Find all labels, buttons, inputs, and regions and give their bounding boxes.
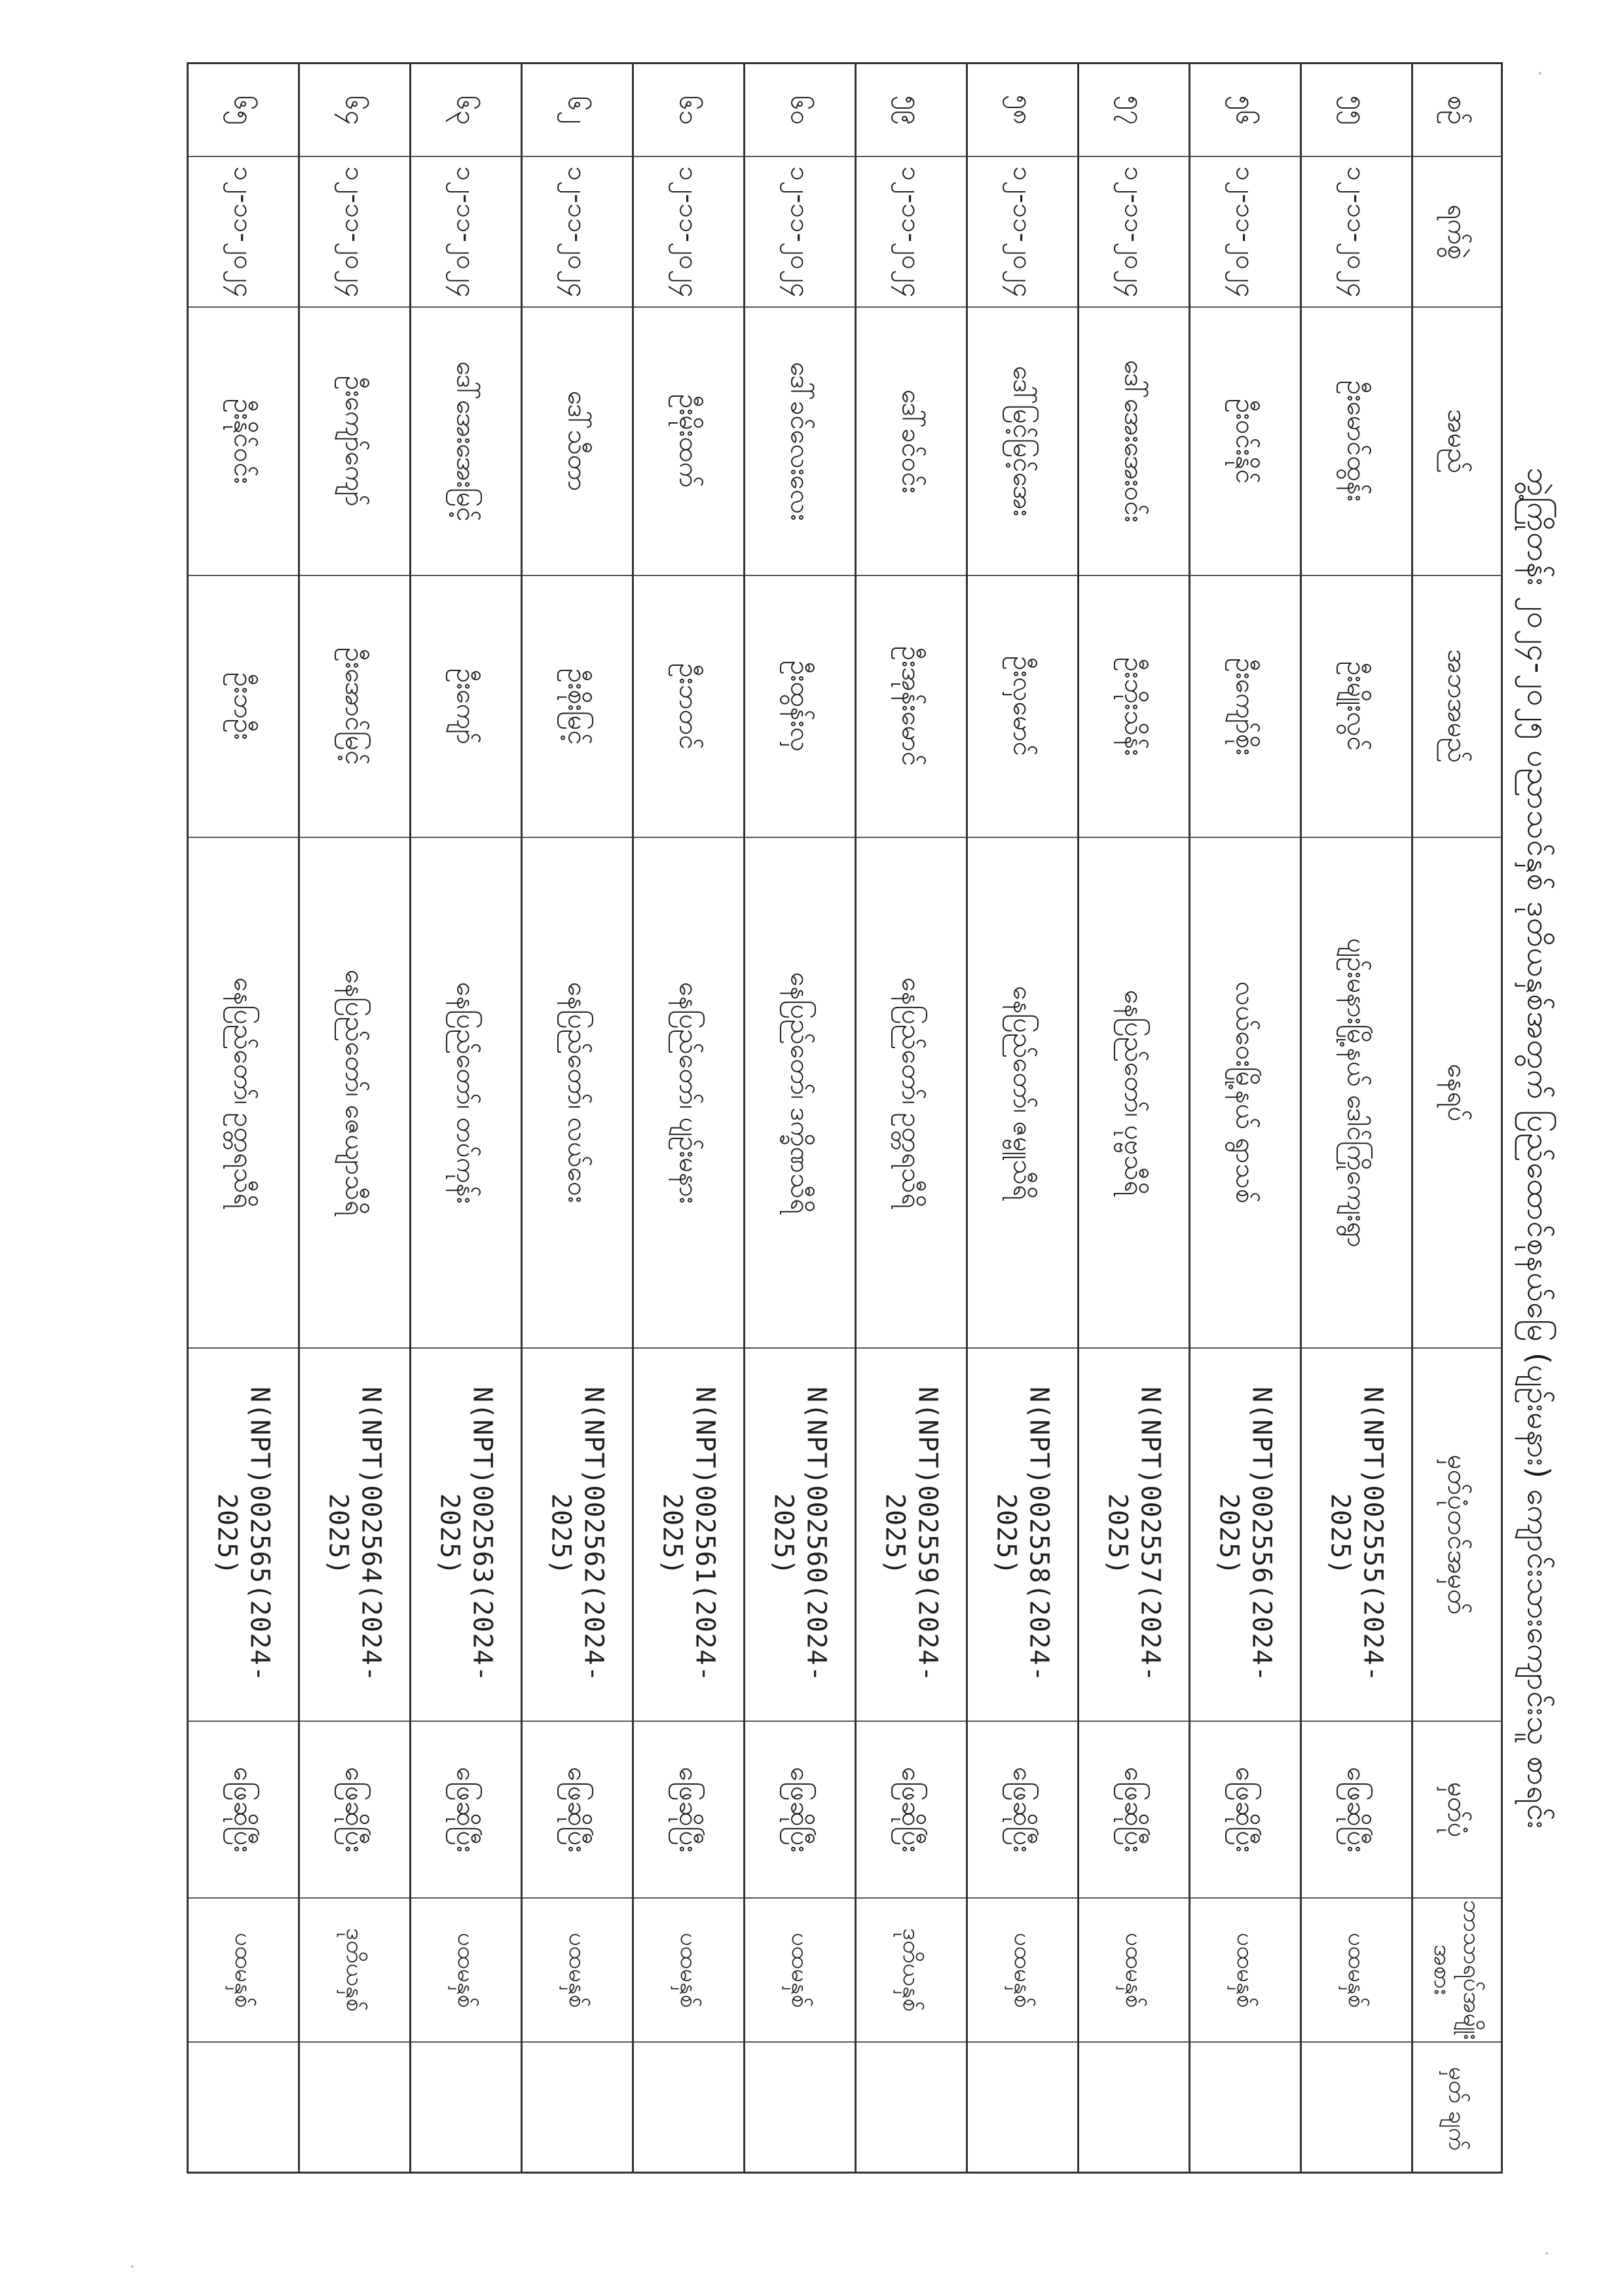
cell-father-text: ဦးဘိုးသိန်း	[1118, 657, 1149, 756]
cell-address	[300, 837, 409, 1347]
cell-father-text: ဦးအုန်းမောင်	[896, 646, 927, 767]
cell-father-text: ဦးမျိုးလွင်	[1341, 661, 1372, 752]
table-row	[298, 62, 411, 2174]
cell-regno	[968, 1347, 1077, 1721]
cell-name-text: ဒေါ်ခင်ဝင်း	[896, 389, 927, 494]
cell-father	[411, 575, 521, 837]
table-row	[1077, 62, 1190, 2174]
cell-address	[189, 837, 298, 1347]
table-row	[187, 62, 300, 2174]
table-row	[743, 62, 857, 2174]
cell-nrc	[1302, 1721, 1411, 1897]
cell-name	[1302, 306, 1411, 575]
cell-regno-text: N(NPT)002558(2024-2025)	[991, 1387, 1054, 1683]
cell-father	[1190, 575, 1300, 837]
cell-name-text: ဒေါ်ခင်လေးလေး	[784, 361, 815, 521]
cell-date	[745, 156, 855, 306]
cell-nrc	[300, 1721, 409, 1897]
cell-regno-text: N(NPT)002560(2024-2025)	[768, 1387, 832, 1683]
cell-nrc-text: ဖြေဆိုပြီး	[673, 1766, 704, 1853]
cell-nrc-text: ဖြေဆိုပြီး	[228, 1766, 259, 1853]
cell-regno	[1190, 1347, 1300, 1721]
cell-no-text: ၅၉	[896, 95, 927, 125]
cell-name	[300, 306, 409, 575]
cell-address-text: နေပြည်တော်၊ ဥတ္တရသီရိ	[896, 977, 927, 1209]
cell-regno	[1079, 1347, 1189, 1721]
cell-date-text: ၁၂-၁၁-၂၀၂၄	[1007, 166, 1038, 298]
cell-address	[1079, 837, 1189, 1347]
cell-remark	[1302, 2041, 1411, 2176]
cell-date	[1190, 156, 1300, 306]
cell-father	[1302, 575, 1411, 837]
cell-name-text: ဦးနိုင်ဝင်း	[228, 399, 259, 484]
cell-regno-text: N(NPT)002557(2024-2025)	[1102, 1387, 1166, 1683]
cell-no	[745, 64, 855, 156]
cell-address	[968, 837, 1077, 1347]
cell-nrc-text: ဖြေဆိုပြီး	[1118, 1766, 1149, 1853]
cell-father	[189, 575, 298, 837]
cell-father	[300, 575, 409, 837]
cell-name	[745, 306, 855, 575]
cell-remark	[745, 2041, 855, 2176]
header-nrc: မှတ်ပုံ	[1413, 1721, 1501, 1897]
cell-type-text: ပထမနှစ်	[1343, 1932, 1370, 2008]
table-row	[855, 62, 968, 2174]
cell-father	[745, 575, 855, 837]
cell-no	[968, 64, 1077, 156]
cell-date-text: ၁၂-၁၁-၂၀၂၄	[673, 166, 704, 298]
cell-regno	[857, 1347, 966, 1721]
cell-name	[411, 306, 521, 575]
cell-regno	[634, 1347, 743, 1721]
cell-name	[1190, 306, 1300, 575]
cell-no	[300, 64, 409, 156]
cell-address	[1302, 837, 1411, 1347]
cell-father-text: ဦးကျော်စိုး	[1230, 657, 1261, 756]
cell-no-text: ၅၆	[1230, 95, 1261, 125]
cell-no	[634, 64, 743, 156]
cell-regno-text: N(NPT)002559(2024-2025)	[879, 1387, 943, 1683]
cell-date-text: ၁၂-၁၁-၂၀၂၄	[896, 166, 927, 298]
cell-type	[1079, 1897, 1189, 2041]
cell-name	[634, 306, 743, 575]
cell-nrc	[1079, 1721, 1189, 1897]
cell-address-text: နေပြည်တော်၊ ပုဗ္ဗသီရိ	[1118, 989, 1149, 1196]
header-remark: မှတ် ချက်	[1413, 2041, 1501, 2176]
cell-type	[634, 1897, 743, 2041]
cell-name-text: ဒေါ်သီတာ	[562, 391, 593, 492]
cell-address-text: ပျဉ်းမနားမြို့နယ် ဒေါင်ကြိုကျေးရွာ	[1341, 938, 1372, 1248]
cell-no-text: ၆၅	[228, 95, 259, 125]
cell-father	[634, 575, 743, 837]
cell-address-text: နေပြည်တော်၊ ဥတ္တရသီရိ	[228, 977, 259, 1209]
cell-address-text: လယ်ဝေးမြို့နယ် ရွာသစ်	[1230, 981, 1261, 1204]
cell-nrc-text: ဖြေဆိုပြီး	[1341, 1766, 1372, 1853]
cell-address	[745, 837, 855, 1347]
table-row	[966, 62, 1079, 2174]
cell-address-text: နေပြည်တော်၊ ဇမ္ဗူသီရိ	[1007, 985, 1038, 1200]
cell-date-text: ၁၂-၁၁-၂၀၂၄	[228, 166, 259, 298]
header-type: ဘာသာရပ်အမျိုး အစား	[1413, 1897, 1501, 2041]
cell-type-text: ပထမနှစ်	[1232, 1932, 1259, 2008]
cell-name-text: ဦးကျော်ကျော်	[339, 376, 370, 507]
cell-regno	[523, 1347, 632, 1721]
cell-father-text: ဦးဘဦး	[228, 672, 259, 740]
cell-type	[968, 1897, 1077, 2041]
cell-remark	[1190, 2041, 1300, 2176]
cell-nrc-text: ဖြေဆိုပြီး	[896, 1766, 927, 1853]
cell-type-text: ဒုတိယနှစ်	[898, 1928, 925, 2012]
header-name: အမည်	[1413, 306, 1501, 575]
cell-nrc-text: ဖြေဆိုပြီး	[451, 1766, 481, 1853]
cell-name-text: ဒေါ်အေးအေးဝင်း	[1118, 360, 1149, 522]
cell-type	[523, 1897, 632, 2041]
cell-remark	[857, 2041, 966, 2176]
cell-nrc-text: ဖြေဆိုပြီး	[784, 1766, 815, 1853]
cell-no-text: ၅၅	[1341, 95, 1372, 125]
cell-no	[857, 64, 966, 156]
header-date: ရက်စွဲ	[1413, 156, 1501, 306]
cell-nrc-text: ဖြေဆိုပြီး	[562, 1766, 593, 1853]
cell-no-text: ၅၈	[1007, 95, 1038, 125]
cell-address	[411, 837, 521, 1347]
cell-nrc	[968, 1721, 1077, 1897]
cell-nrc-text: ဖြေဆိုပြီး	[1007, 1766, 1038, 1853]
cell-name-text: ဦးမိုးထက်	[673, 394, 704, 488]
cell-father	[857, 575, 966, 837]
cell-regno	[745, 1347, 855, 1721]
cell-type-text: ပထမနှစ်	[675, 1932, 702, 2008]
cell-father-text: ဦးအောင်မြင့်	[339, 647, 370, 765]
table-row	[521, 62, 634, 2174]
cell-nrc-text: ဖြေဆိုပြီး	[1230, 1766, 1261, 1853]
cell-type	[1190, 1897, 1300, 2041]
cell-date	[189, 156, 298, 306]
cell-name	[968, 306, 1077, 575]
cell-nrc	[411, 1721, 521, 1897]
cell-type-text: ပထမနှစ်	[230, 1932, 257, 2008]
header-address: နေရပ်	[1413, 837, 1501, 1347]
cell-date	[634, 156, 743, 306]
cell-type-text: ဒုတိယနှစ်	[341, 1928, 368, 2012]
cell-father-text: ဦးလှမောင်	[1007, 656, 1038, 757]
cell-name	[1079, 306, 1189, 575]
table-row	[1189, 62, 1302, 2174]
cell-date-text: ၁၂-၁၁-၂၀၂၄	[339, 166, 370, 298]
cell-name	[523, 306, 632, 575]
cell-father-text: ဦးကျော်	[451, 668, 481, 744]
cell-name-text: ဦးဝင်းနိုင်	[1230, 399, 1261, 484]
cell-address-text: နေပြည်တော်၊ တပ်ကုန်း	[451, 981, 481, 1204]
table-header-column	[1411, 62, 1503, 2174]
cell-date-text: ၁၂-၁၁-၂၀၂၄	[451, 166, 481, 298]
cell-regno	[1302, 1347, 1411, 1721]
cell-nrc	[1190, 1721, 1300, 1897]
cell-type	[189, 1897, 298, 2041]
cell-name	[189, 306, 298, 575]
cell-nrc	[745, 1721, 855, 1897]
cell-date	[1079, 156, 1189, 306]
cell-date	[968, 156, 1077, 306]
cell-name-text: ဦးမောင်ထွန်း	[1341, 380, 1372, 502]
cell-regno-text: N(NPT)002563(2024-2025)	[434, 1387, 498, 1683]
table-row	[409, 62, 523, 2174]
cell-no	[411, 64, 521, 156]
cell-name	[857, 306, 966, 575]
cell-remark	[523, 2041, 632, 2176]
cell-no-text: ၆၄	[339, 95, 370, 125]
header-father: အဘအမည်	[1413, 575, 1501, 837]
cell-regno-text: N(NPT)002564(2024-2025)	[323, 1387, 386, 1683]
cell-father	[1079, 575, 1189, 837]
cell-no-text: ၆၃	[451, 95, 481, 125]
cell-type	[1302, 1897, 1411, 2041]
cell-date	[857, 156, 966, 306]
cell-type-text: ပထမနှစ်	[564, 1932, 591, 2008]
cell-remark	[411, 2041, 521, 2176]
cell-father-text: ဦးထွန်းလှ	[784, 661, 815, 752]
cell-type-text: ပထမနှစ်	[1120, 1932, 1147, 2008]
header-regno: မှတ်ပုံတင်အမှတ်	[1413, 1347, 1501, 1721]
cell-date	[411, 156, 521, 306]
cell-nrc	[523, 1721, 632, 1897]
cell-father-text: ဦးစိုးမြင့်	[562, 668, 593, 745]
cell-regno-text: N(NPT)002556(2024-2025)	[1213, 1387, 1277, 1683]
cell-regno	[411, 1347, 521, 1721]
cell-date-text: ၁၂-၁၁-၂၀၂၄	[1230, 166, 1261, 298]
cell-regno-text: N(NPT)002561(2024-2025)	[657, 1387, 720, 1683]
cell-address	[523, 837, 632, 1347]
cell-type-text: ပထမနှစ်	[452, 1932, 479, 2008]
cell-date	[1302, 156, 1411, 306]
cell-type	[411, 1897, 521, 2041]
cell-date-text: ၁၂-၁၁-၂၀၂၄	[1341, 166, 1372, 298]
cell-no	[1190, 64, 1300, 156]
cell-name-text: ဒေါ်အေးအေးမြင့်	[451, 361, 481, 522]
header-no: စဉ်	[1442, 95, 1472, 125]
cell-regno	[189, 1347, 298, 1721]
cell-no	[189, 64, 298, 156]
cell-no	[1079, 64, 1189, 156]
cell-no-text: ၆၁	[673, 95, 704, 125]
cell-address-text: နေပြည်တော်၊ လယ်ဝေး	[562, 982, 593, 1203]
cell-father	[523, 575, 632, 837]
cell-date	[523, 156, 632, 306]
table-row	[1300, 62, 1413, 2174]
cell-regno	[300, 1347, 409, 1721]
cell-address	[634, 837, 743, 1347]
cell-name-text: ဒေါ်မြင့်မြင့်အေး	[1007, 366, 1038, 517]
cell-type-text: ပထမနှစ်	[1009, 1932, 1036, 2008]
cell-no-text: ၆၂	[562, 96, 593, 124]
cell-remark	[300, 2041, 409, 2176]
cell-nrc	[189, 1721, 298, 1897]
cell-nrc	[857, 1721, 966, 1897]
cell-address-text: နေပြည်တော်၊ ဇေယျာသီရိ	[339, 970, 370, 1216]
table-row	[632, 62, 745, 2174]
cell-address-text: နေပြည်တော်၊ ဒက္ခိဏသီရိ	[784, 972, 815, 1214]
cell-remark	[634, 2041, 743, 2176]
cell-date-text: ၁၂-၁၁-၂၀၂၄	[562, 166, 593, 298]
cell-type	[300, 1897, 409, 2041]
cell-regno-text: N(NPT)002565(2024-2025)	[212, 1387, 275, 1683]
cell-father	[968, 575, 1077, 837]
cell-date-text: ၁၂-၁၁-၂၀၂၄	[1118, 166, 1149, 298]
cell-nrc	[634, 1721, 743, 1897]
cell-address-text: နေပြည်တော်၊ ပျဉ်းမနား	[673, 981, 704, 1204]
cell-regno-text: N(NPT)002562(2024-2025)	[545, 1387, 609, 1683]
page-title-text: ဘွဲ့ကြိုတန်း ၂၀၂၄-၂၀၂၅ ပညာသင်နှစ် ဒုတိယနှစ်အတွက် ပြည်ထောင်စုနယ်မြေ (ပျဉ်းမနား) ကျောင်းသားကျောင်းသူ စာရင်း	[1521, 467, 1557, 1829]
cell-type-text: ပထမနှစ်	[786, 1932, 813, 2008]
cell-remark	[189, 2041, 298, 2176]
cell-date	[300, 156, 409, 306]
cell-no	[523, 64, 632, 156]
cell-address	[857, 837, 966, 1347]
cell-type	[857, 1897, 966, 2041]
cell-no	[1302, 64, 1411, 156]
cell-regno-text: N(NPT)002555(2024-2025)	[1325, 1387, 1388, 1683]
cell-father-text: ဦးဘတင်	[673, 663, 704, 750]
cell-address	[1190, 837, 1300, 1347]
cell-date-text: ၁၂-၁၁-၂၀၂၄	[784, 166, 815, 298]
cell-type	[745, 1897, 855, 2041]
cell-no-text: ၅၇	[1118, 95, 1149, 125]
cell-remark	[1079, 2041, 1189, 2176]
cell-remark	[968, 2041, 1077, 2176]
cell-no-text: ၆၀	[784, 95, 815, 125]
cell-nrc-text: ဖြေဆိုပြီး	[339, 1766, 370, 1853]
